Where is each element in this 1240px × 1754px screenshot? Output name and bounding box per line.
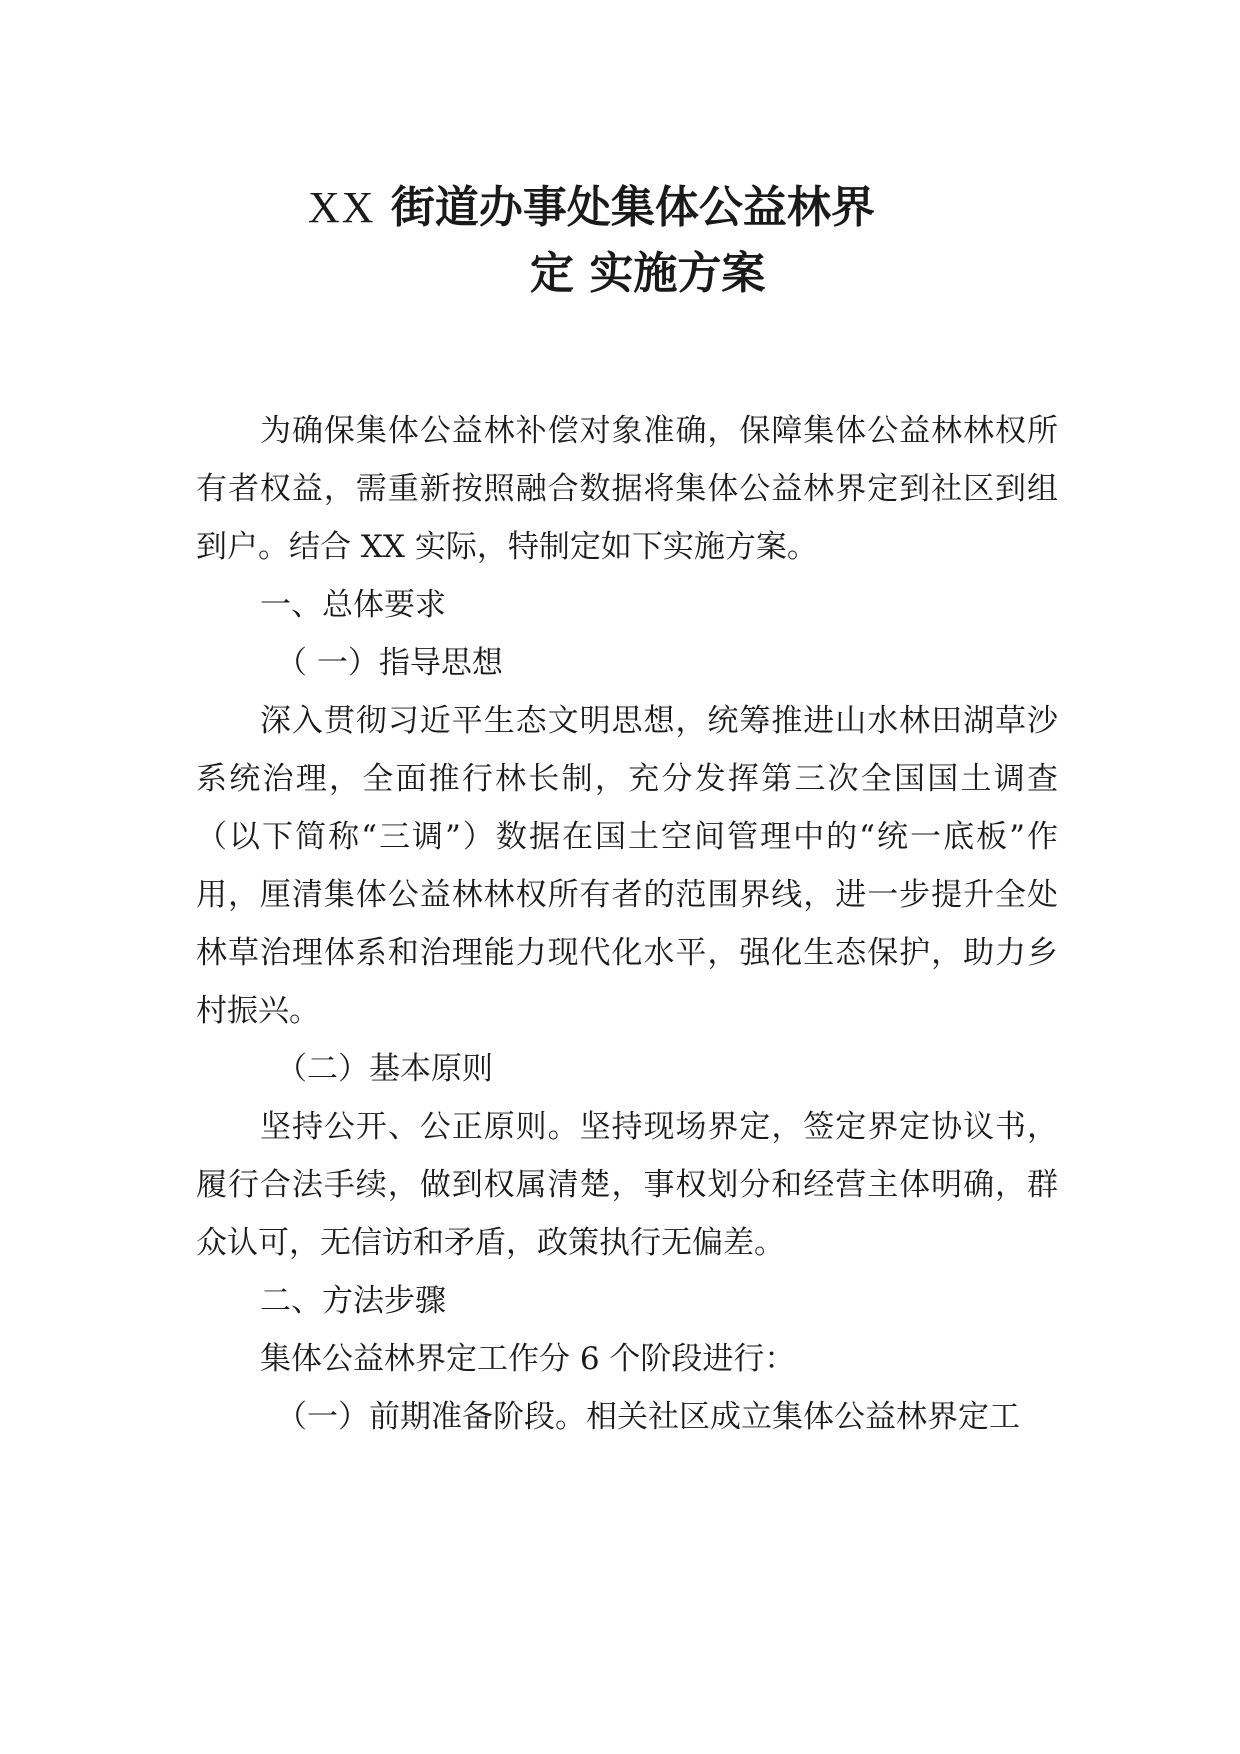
heading-guiding-thought: （ 一）指导思想: [276, 645, 503, 681]
title-main: 街道办事处集体公益林界: [390, 182, 875, 233]
document-body: [196, 402, 1058, 1446]
paragraph-intro: 为确保集体公益林补偿对象准确，保障集体公益林林权所有者权益，需重新按照融合数据将集体公益林界定到社区到组到户。结合 XX 实际，特制定如下实施方案。: [196, 413, 1058, 565]
heading-method-steps: 二、方法步骤: [260, 1283, 446, 1319]
document-title-line-1: [0, 180, 1240, 236]
title-prefix: XX: [308, 183, 376, 232]
paragraph-step-1: （一）前期准备阶段。相关社区成立集体公益林界定工: [276, 1399, 1020, 1435]
heading-basic-principles: （二）基本原则: [276, 1051, 493, 1087]
paragraph-steps-intro: 集体公益林界定工作分 6 个阶段进行：: [260, 1341, 796, 1377]
document-title-line-2: 定 实施方案: [530, 248, 766, 299]
paragraph-basic-principles: 坚持公开、公正原则。坚持现场界定，签定界定协议书，履行合法手续，做到权属清楚，事权划分和经营主体明确，群众认可，无信访和矛盾，政策执行无偏差。: [196, 1109, 1058, 1261]
heading-general-requirements: 一、总体要求: [260, 587, 446, 623]
paragraph-guiding-thought: 深入贯彻习近平生态文明思想，统筹推进山水林田湖草沙系统治理，全面推行林长制，充分发挥第三次全国国土调查（以下简称“三调”）数据在国土空间管理中的“统一底板”作用，厘清集体公益林林权所有者的范围界线，进一步提升全处林草治理体系和治理能力现代化水平，强化生态保护，助力乡村振兴。: [196, 703, 1058, 1029]
